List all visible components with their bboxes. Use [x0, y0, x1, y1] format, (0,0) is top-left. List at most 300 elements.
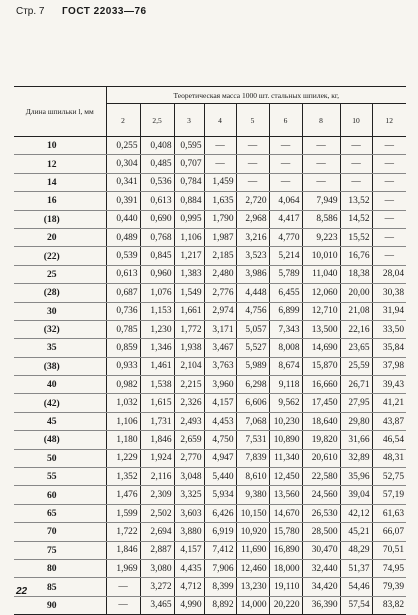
mass-cell: 1,846	[140, 431, 174, 449]
mass-cell: 30,470	[302, 541, 340, 559]
mass-cell: 7,949	[302, 192, 340, 210]
table-row	[14, 394, 406, 412]
mass-cell: 45,21	[340, 523, 372, 541]
mass-cell: 12,450	[269, 468, 302, 486]
mass-cell: 83,82	[372, 596, 406, 614]
mass-cell: 1,549	[174, 284, 204, 302]
mass-cell: 0,960	[140, 265, 174, 283]
mass-cell: 16,890	[269, 541, 302, 559]
diameter-header: 10	[340, 104, 372, 137]
mass-cell: 18,38	[340, 265, 372, 283]
mass-cell: 1,217	[174, 247, 204, 265]
mass-cell: 4,448	[236, 284, 269, 302]
mass-cell: 0,784	[174, 173, 204, 191]
mass-cell: —	[340, 155, 372, 173]
mass-cell: —	[302, 137, 340, 155]
mass-cell: 8,586	[302, 210, 340, 228]
length-cell: 65	[14, 504, 106, 522]
length-cell: 30	[14, 302, 106, 320]
mass-cell: 5,440	[204, 468, 236, 486]
mass-cell: —	[236, 155, 269, 173]
mass-cell: —	[269, 137, 302, 155]
mass-cell: 4,712	[174, 578, 204, 596]
length-cell: 25	[14, 265, 106, 283]
mass-cell: 6,606	[236, 394, 269, 412]
mass-cell: 0,408	[140, 137, 174, 155]
mass-cell: 0,995	[174, 210, 204, 228]
diameter-header: 12	[372, 104, 406, 137]
mass-cell: 28,04	[372, 265, 406, 283]
mass-cell: 43,87	[372, 412, 406, 430]
mass-cell: 2,185	[204, 247, 236, 265]
mass-cell: 2,480	[204, 265, 236, 283]
table-row	[14, 559, 406, 577]
mass-cell: 2,493	[174, 412, 204, 430]
mass-cell: 3,080	[140, 559, 174, 577]
mass-cell: 7,343	[269, 320, 302, 338]
mass-cell: 29,80	[340, 412, 372, 430]
mass-cell: 1,635	[204, 192, 236, 210]
length-cell: 40	[14, 376, 106, 394]
mass-cell: —	[372, 173, 406, 191]
mass-cell: 4,770	[269, 228, 302, 246]
length-cell: 12	[14, 155, 106, 173]
mass-cell: 12,060	[302, 284, 340, 302]
mass-cell: 54,46	[340, 578, 372, 596]
mass-cell: 0,736	[106, 302, 140, 320]
length-cell: 20	[14, 228, 106, 246]
mass-cell: —	[269, 155, 302, 173]
mass-cell: 52,75	[372, 468, 406, 486]
table-row	[14, 173, 406, 191]
mass-cell: 2,659	[174, 431, 204, 449]
standard-code: ГОСТ 22033—76	[62, 6, 147, 17]
mass-cell: 0,687	[106, 284, 140, 302]
mass-cell: 3,465	[140, 596, 174, 614]
mass-cell: 5,527	[236, 339, 269, 357]
mass-cell: 35,84	[372, 339, 406, 357]
table-row	[14, 504, 406, 522]
mass-cell: 57,54	[340, 596, 372, 614]
mass-table	[14, 86, 406, 615]
table-row	[14, 302, 406, 320]
length-cell: (48)	[14, 431, 106, 449]
mass-cell: 31,94	[372, 302, 406, 320]
page-label: Стр. 7	[16, 6, 45, 17]
mass-cell: 14,690	[302, 339, 340, 357]
mass-cell: 0,539	[106, 247, 140, 265]
mass-cell: 39,43	[372, 376, 406, 394]
mass-cell: 0,304	[106, 155, 140, 173]
mass-cell: 3,603	[174, 504, 204, 522]
mass-cell: 9,380	[236, 486, 269, 504]
table-row	[14, 376, 406, 394]
mass-cell: 19,110	[269, 578, 302, 596]
mass-cell: 13,560	[269, 486, 302, 504]
mass-cell: 1,731	[140, 412, 174, 430]
mass-cell: 1,599	[106, 504, 140, 522]
mass-cell: 2,770	[174, 449, 204, 467]
mass-cell: —	[340, 137, 372, 155]
table-row	[14, 412, 406, 430]
mass-cell: 18,640	[302, 412, 340, 430]
table-row	[14, 357, 406, 375]
length-cell: 45	[14, 412, 106, 430]
mass-cell: 28,500	[302, 523, 340, 541]
mass-cell: —	[302, 155, 340, 173]
mass-cell: 23,65	[340, 339, 372, 357]
length-cell: (42)	[14, 394, 106, 412]
mass-cell: 15,870	[302, 357, 340, 375]
mass-cell: 1,790	[204, 210, 236, 228]
mass-cell: 0,255	[106, 137, 140, 155]
mass-cell: —	[372, 155, 406, 173]
length-cell: (18)	[14, 210, 106, 228]
mass-cell: 0,707	[174, 155, 204, 173]
table-row	[14, 192, 406, 210]
mass-cell: 3,325	[174, 486, 204, 504]
mass-cell: 1,106	[174, 228, 204, 246]
mass-cell: 7,906	[204, 559, 236, 577]
mass-cell: 37,98	[372, 357, 406, 375]
mass-cell: 0,768	[140, 228, 174, 246]
mass-cell: 2,116	[140, 468, 174, 486]
mass-cell: 9,562	[269, 394, 302, 412]
mass-cell: 4,417	[269, 210, 302, 228]
mass-cell: 2,215	[174, 376, 204, 394]
mass-cell: 1,076	[140, 284, 174, 302]
mass-cell: 22,580	[302, 468, 340, 486]
mass-cell: 0,859	[106, 339, 140, 357]
mass-cell: 26,71	[340, 376, 372, 394]
mass-cell: 8,674	[269, 357, 302, 375]
diameter-header: 6	[269, 104, 302, 137]
mass-cell: 13,52	[340, 192, 372, 210]
mass-cell: 0,785	[106, 320, 140, 338]
mass-cell: 16,660	[302, 376, 340, 394]
mass-cell: 1,346	[140, 339, 174, 357]
mass-cell: 8,008	[269, 339, 302, 357]
mass-cell: 3,171	[204, 320, 236, 338]
mass-cell: 20,610	[302, 449, 340, 467]
mass-cell: 2,720	[236, 192, 269, 210]
mass-cell: 33,50	[372, 320, 406, 338]
mass-cell: 0,341	[106, 173, 140, 191]
length-cell: (32)	[14, 320, 106, 338]
mass-cell: 27,95	[340, 394, 372, 412]
diameter-header: 5	[236, 104, 269, 137]
mass-cell: 26,530	[302, 504, 340, 522]
mass-cell: 79,39	[372, 578, 406, 596]
mass-cell: 1,459	[204, 173, 236, 191]
mass-cell: 9,118	[269, 376, 302, 394]
mass-cell: —	[372, 192, 406, 210]
mass-cell: 5,057	[236, 320, 269, 338]
page-number: 22	[16, 586, 28, 597]
mass-cell: 51,37	[340, 559, 372, 577]
length-cell: 70	[14, 523, 106, 541]
mass-cell: 0,613	[106, 265, 140, 283]
mass-cell: 0,884	[174, 192, 204, 210]
length-cell: 35	[14, 339, 106, 357]
mass-group-header: Теоретическая масса 1000 шт. стальных шпилек, кг,	[106, 87, 406, 104]
mass-cell: 16,76	[340, 247, 372, 265]
mass-cell: 20,220	[269, 596, 302, 614]
table-row	[14, 523, 406, 541]
mass-cell: 2,502	[140, 504, 174, 522]
mass-cell: 1,924	[140, 449, 174, 467]
mass-cell: —	[106, 578, 140, 596]
table-row	[14, 265, 406, 283]
mass-cell: 35,96	[340, 468, 372, 486]
mass-cell: 17,450	[302, 394, 340, 412]
mass-cell: 0,440	[106, 210, 140, 228]
mass-cell: 0,595	[174, 137, 204, 155]
mass-cell: 7,068	[236, 412, 269, 430]
mass-cell: 6,455	[269, 284, 302, 302]
mass-cell: 4,157	[174, 541, 204, 559]
mass-cell: 2,104	[174, 357, 204, 375]
mass-cell: 15,780	[269, 523, 302, 541]
table-row	[14, 228, 406, 246]
mass-cell: —	[372, 228, 406, 246]
mass-cell: 19,820	[302, 431, 340, 449]
diameter-header: 2,5	[140, 104, 174, 137]
mass-cell: 0,536	[140, 173, 174, 191]
mass-cell: —	[204, 155, 236, 173]
mass-cell: 3,048	[174, 468, 204, 486]
mass-cell: 11,690	[236, 541, 269, 559]
mass-cell: 61,63	[372, 504, 406, 522]
diameter-header: 3	[174, 104, 204, 137]
table-row	[14, 247, 406, 265]
mass-cell: 30,38	[372, 284, 406, 302]
mass-cell: 10,010	[302, 247, 340, 265]
table-row	[14, 431, 406, 449]
length-cell: 85	[14, 578, 106, 596]
table-row	[14, 155, 406, 173]
page-header	[16, 6, 406, 22]
length-cell: 10	[14, 137, 106, 155]
table-row	[14, 284, 406, 302]
mass-cell: 0,982	[106, 376, 140, 394]
mass-cell: 13,230	[236, 578, 269, 596]
mass-cell: 5,989	[236, 357, 269, 375]
mass-cell: —	[106, 596, 140, 614]
table-row	[14, 137, 406, 155]
mass-cell: 3,467	[204, 339, 236, 357]
diameter-header: 2	[106, 104, 140, 137]
table-row	[14, 320, 406, 338]
mass-cell: 2,326	[174, 394, 204, 412]
mass-cell: 70,51	[372, 541, 406, 559]
length-cell: 14	[14, 173, 106, 191]
mass-cell: 1,180	[106, 431, 140, 449]
mass-cell: 3,986	[236, 265, 269, 283]
mass-cell: 14,52	[340, 210, 372, 228]
mass-cell: 24,560	[302, 486, 340, 504]
mass-cell: 25,59	[340, 357, 372, 375]
mass-cell: 13,500	[302, 320, 340, 338]
mass-cell: 1,153	[140, 302, 174, 320]
mass-cell: 8,399	[204, 578, 236, 596]
mass-cell: 0,485	[140, 155, 174, 173]
mass-cell: 57,19	[372, 486, 406, 504]
mass-cell: 3,960	[204, 376, 236, 394]
table-row	[14, 210, 406, 228]
mass-cell: 6,426	[204, 504, 236, 522]
mass-cell: 31,66	[340, 431, 372, 449]
mass-cell: 22,16	[340, 320, 372, 338]
mass-cell: 3,523	[236, 247, 269, 265]
mass-cell: 0,690	[140, 210, 174, 228]
mass-cell: —	[269, 173, 302, 191]
mass-cell: 4,435	[174, 559, 204, 577]
diameter-header: 4	[204, 104, 236, 137]
length-cell: 75	[14, 541, 106, 559]
mass-cell: 2,776	[204, 284, 236, 302]
mass-cell: 2,974	[204, 302, 236, 320]
mass-cell: 5,214	[269, 247, 302, 265]
mass-cell: 41,21	[372, 394, 406, 412]
mass-cell: 5,789	[269, 265, 302, 283]
mass-cell: 42,12	[340, 504, 372, 522]
mass-cell: 1,987	[204, 228, 236, 246]
table-row	[14, 468, 406, 486]
table-row	[14, 486, 406, 504]
mass-cell: 1,461	[140, 357, 174, 375]
mass-cell: 4,157	[204, 394, 236, 412]
mass-cell: 2,694	[140, 523, 174, 541]
mass-cell: 1,230	[140, 320, 174, 338]
mass-cell: 1,383	[174, 265, 204, 283]
mass-cell: 9,223	[302, 228, 340, 246]
mass-cell: 11,340	[269, 449, 302, 467]
mass-cell: —	[236, 173, 269, 191]
mass-cell: 1,615	[140, 394, 174, 412]
mass-cell: —	[302, 173, 340, 191]
mass-cell: 18,000	[269, 559, 302, 577]
mass-cell: 1,969	[106, 559, 140, 577]
mass-cell: 1,032	[106, 394, 140, 412]
mass-cell: 48,29	[340, 541, 372, 559]
mass-cell: 10,150	[236, 504, 269, 522]
table-row	[14, 449, 406, 467]
length-cell: 90	[14, 596, 106, 614]
mass-cell: 3,763	[204, 357, 236, 375]
table-row	[14, 578, 406, 596]
mass-cell: 6,919	[204, 523, 236, 541]
mass-cell: 39,04	[340, 486, 372, 504]
mass-cell: —	[372, 137, 406, 155]
length-cell: 16	[14, 192, 106, 210]
mass-cell: 0,933	[106, 357, 140, 375]
table-row	[14, 596, 406, 614]
mass-cell: 36,390	[302, 596, 340, 614]
mass-cell: 14,000	[236, 596, 269, 614]
length-cell: (38)	[14, 357, 106, 375]
mass-cell: 4,756	[236, 302, 269, 320]
mass-cell: 7,839	[236, 449, 269, 467]
mass-cell: 12,460	[236, 559, 269, 577]
mass-cell: 7,412	[204, 541, 236, 559]
mass-cell: 1,106	[106, 412, 140, 430]
mass-cell: —	[204, 137, 236, 155]
length-column-header: Длина шпильки l, мм	[14, 87, 106, 137]
mass-cell: 4,947	[204, 449, 236, 467]
mass-cell: 21,08	[340, 302, 372, 320]
mass-cell: 3,216	[236, 228, 269, 246]
mass-cell: 1,352	[106, 468, 140, 486]
mass-cell: 15,52	[340, 228, 372, 246]
mass-cell: 8,892	[204, 596, 236, 614]
mass-cell: 10,230	[269, 412, 302, 430]
mass-cell: 3,272	[140, 578, 174, 596]
mass-cell: 1,938	[174, 339, 204, 357]
mass-cell: 0,845	[140, 247, 174, 265]
mass-cell: —	[372, 210, 406, 228]
length-cell: 55	[14, 468, 106, 486]
mass-cell: 32,89	[340, 449, 372, 467]
diameter-header: 8	[302, 104, 340, 137]
mass-cell: 34,420	[302, 578, 340, 596]
mass-cell: 1,722	[106, 523, 140, 541]
length-cell: 60	[14, 486, 106, 504]
mass-cell: 1,661	[174, 302, 204, 320]
mass-cell: 8,610	[236, 468, 269, 486]
mass-cell: 2,968	[236, 210, 269, 228]
mass-cell: 0,613	[140, 192, 174, 210]
mass-cell: —	[340, 173, 372, 191]
mass-cell: 4,453	[204, 412, 236, 430]
mass-cell: 4,750	[204, 431, 236, 449]
mass-cell: 3,880	[174, 523, 204, 541]
mass-cell: 1,229	[106, 449, 140, 467]
mass-cell: 66,07	[372, 523, 406, 541]
mass-cell: 2,887	[140, 541, 174, 559]
mass-cell: 5,934	[204, 486, 236, 504]
mass-cell: 1,476	[106, 486, 140, 504]
mass-cell: 74,95	[372, 559, 406, 577]
length-cell: 80	[14, 559, 106, 577]
mass-cell: —	[372, 247, 406, 265]
length-cell: 50	[14, 449, 106, 467]
mass-cell: 0,489	[106, 228, 140, 246]
mass-cell: 6,899	[269, 302, 302, 320]
mass-cell: —	[236, 137, 269, 155]
mass-cell: 10,920	[236, 523, 269, 541]
mass-cell: 46,54	[372, 431, 406, 449]
mass-cell: 12,710	[302, 302, 340, 320]
table-row	[14, 541, 406, 559]
mass-cell: 4,990	[174, 596, 204, 614]
table-row	[14, 339, 406, 357]
mass-cell: 6,298	[236, 376, 269, 394]
mass-cell: 0,391	[106, 192, 140, 210]
mass-cell: 4,064	[269, 192, 302, 210]
mass-cell: 2,309	[140, 486, 174, 504]
mass-cell: 11,040	[302, 265, 340, 283]
mass-cell: 1,538	[140, 376, 174, 394]
mass-cell: 10,890	[269, 431, 302, 449]
mass-cell: 7,531	[236, 431, 269, 449]
mass-cell: 20,00	[340, 284, 372, 302]
mass-cell: 48,31	[372, 449, 406, 467]
mass-cell: 1,772	[174, 320, 204, 338]
mass-cell: 32,440	[302, 559, 340, 577]
length-cell: (22)	[14, 247, 106, 265]
mass-cell: 14,670	[269, 504, 302, 522]
